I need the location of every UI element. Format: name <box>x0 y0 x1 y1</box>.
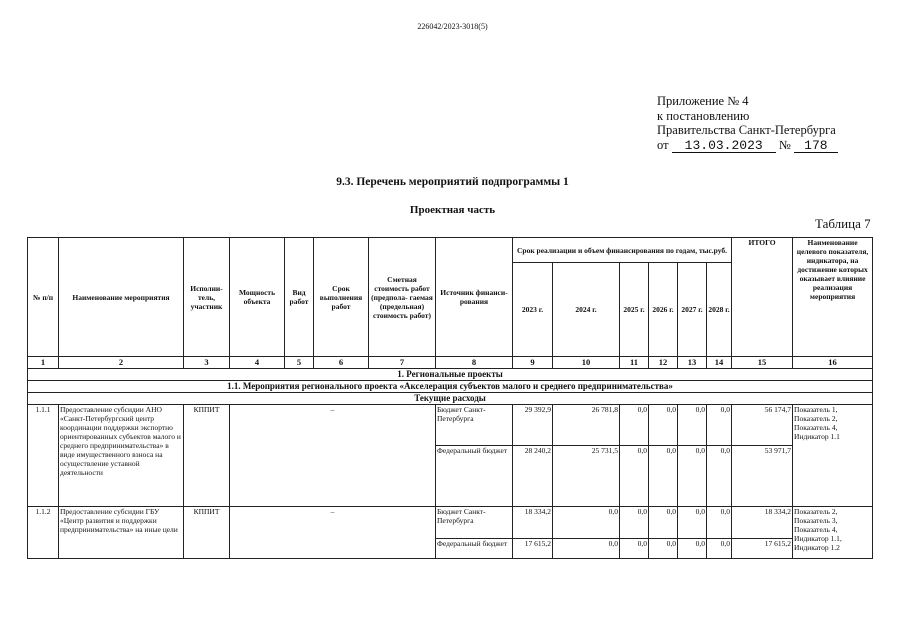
funding-value: 0,0 <box>649 446 678 507</box>
col-number: 1 <box>28 357 59 369</box>
funding-value: 0,0 <box>553 539 620 559</box>
band-subsection <box>28 381 873 393</box>
band-current-expenses-label: Текущие расходы <box>28 393 873 405</box>
section-title: 9.3. Перечень мероприятий подпрограммы 1 <box>336 176 569 188</box>
header-deadline: Срок выполнения работ <box>314 238 369 357</box>
col-number: 2 <box>59 357 184 369</box>
row-indicators: Показатель 2, Показатель 3, Показатель 4, Индикатор 1.1, Индикатор 1.2 <box>793 507 873 559</box>
header-year-2026: 2026 г. <box>649 263 678 357</box>
row-no-data-dash: – <box>230 405 436 507</box>
col-number: 3 <box>184 357 230 369</box>
band-current-expenses <box>28 393 873 405</box>
annex-date-line <box>657 138 838 153</box>
col-number: 5 <box>285 357 314 369</box>
funding-value: 18 334,2 <box>513 507 553 539</box>
funding-value: 0,0 <box>707 446 732 507</box>
funding-value: 0,0 <box>707 539 732 559</box>
col-number: 15 <box>732 357 793 369</box>
funding-value: 28 240,2 <box>513 446 553 507</box>
funding-value: 0,0 <box>707 507 732 539</box>
row-number: 1.1.2 <box>28 507 59 559</box>
funding-value: 17 615,2 <box>513 539 553 559</box>
row-indicators: Показатель 1, Показатель 2, Показатель 4, Индикатор 1.1 <box>793 405 873 507</box>
funding-value: 0,0 <box>649 405 678 446</box>
funding-value: 26 781,8 <box>553 405 620 446</box>
funding-source: Федеральный бюджет <box>436 539 513 559</box>
header-year-2024: 2024 г. <box>553 263 620 357</box>
funding-value: 0,0 <box>620 507 649 539</box>
number-label: № <box>778 137 791 152</box>
col-number: 13 <box>678 357 707 369</box>
funding-value: 25 731,5 <box>553 446 620 507</box>
table-row <box>28 507 873 539</box>
funding-source: Бюджет Санкт-Петербурга <box>436 405 513 446</box>
funding-value: 0,0 <box>678 539 707 559</box>
header-year-2028: 2028 г. <box>707 263 732 357</box>
row-activity-name: Предоставление субсидии ГБУ «Центр развития и поддержки предпринимательства» на иные цели <box>59 507 184 559</box>
band-regional-projects <box>28 369 873 381</box>
funding-source: Федеральный бюджет <box>436 446 513 507</box>
header-year-2023: 2023 г. <box>513 263 553 357</box>
document-code: 226042/2023-3018(5) <box>417 22 488 31</box>
resolution-date: 13.03.2023 <box>672 139 776 153</box>
header-total: ИТОГО <box>732 238 793 357</box>
funding-value: 0,0 <box>649 539 678 559</box>
row-executor: КППИТ <box>184 405 230 507</box>
funding-total: 18 334,2 <box>732 507 793 539</box>
header-executor: Исполни- тель, участник <box>184 238 230 357</box>
header-name: Наименование мероприятия <box>59 238 184 357</box>
header-period: Срок реализации и объем финансирования по годам, тыс.руб. <box>513 238 732 263</box>
band-subsection-label: 1.1. Мероприятия регионального проекта «Акселерация субъектов малого и среднего предпринимательства» <box>28 381 873 393</box>
funding-value: 0,0 <box>678 405 707 446</box>
col-number: 9 <box>513 357 553 369</box>
funding-total: 17 615,2 <box>732 539 793 559</box>
header-n: № п/п <box>28 238 59 357</box>
col-number: 12 <box>649 357 678 369</box>
annex-line-3: Правительства Санкт-Петербурга <box>657 123 836 137</box>
header-year-2027: 2027 г. <box>678 263 707 357</box>
funding-value: 0,0 <box>707 405 732 446</box>
funding-value: 0,0 <box>678 507 707 539</box>
col-number: 7 <box>369 357 436 369</box>
row-number: 1.1.1 <box>28 405 59 507</box>
header-work-type: Вид работ <box>285 238 314 357</box>
row-activity-name: Предоставление субсидии АНО «Санкт-Петербургский центр координации поддержки экспортно ориентированных субъектов малого и среднего предпринимательства» в виде имущественного взноса на осуществление уставной деятельности <box>59 405 184 507</box>
from-label: от <box>657 137 669 152</box>
funding-total: 56 174,7 <box>732 405 793 446</box>
header-source: Источник финанси- рования <box>436 238 513 357</box>
col-number: 6 <box>314 357 369 369</box>
funding-value: 0,0 <box>620 405 649 446</box>
funding-total: 53 971,7 <box>732 446 793 507</box>
annex-line-2: к постановлению <box>657 108 750 123</box>
part-title: Проектная часть <box>409 204 496 216</box>
col-number: 16 <box>793 357 873 369</box>
annex-line-1: Приложение № 4 <box>657 94 749 108</box>
header-capacity: Мощность объекта <box>230 238 285 357</box>
funding-value: 0,0 <box>620 539 649 559</box>
col-number: 4 <box>230 357 285 369</box>
row-executor: КППИТ <box>184 507 230 559</box>
column-number-row <box>28 357 873 369</box>
header-cost: Сметная стоимость работ (предпола- гаемая (предельная) стоимость работ) <box>369 238 436 357</box>
table-label: Таблица 7 <box>815 216 871 231</box>
col-number: 14 <box>707 357 732 369</box>
col-number: 11 <box>620 357 649 369</box>
col-number: 10 <box>553 357 620 369</box>
funding-value: 0,0 <box>678 446 707 507</box>
funding-value: 0,0 <box>620 446 649 507</box>
header-indicator: Наименование целевого показателя, индикатора, на достижение которых оказывает влияние реализация мероприятия <box>793 238 873 357</box>
header-year-2025: 2025 г. <box>620 263 649 357</box>
activities-table <box>27 237 873 559</box>
funding-value: 29 392,9 <box>513 405 553 446</box>
header-row-1 <box>28 238 873 263</box>
col-number: 8 <box>436 357 513 369</box>
funding-value: 0,0 <box>649 507 678 539</box>
resolution-number: 178 <box>794 139 838 153</box>
row-no-data-dash: – <box>230 507 436 559</box>
band-regional-projects-label: 1. Региональные проекты <box>28 369 873 381</box>
funding-value: 0,0 <box>553 507 620 539</box>
funding-source: Бюджет Санкт-Петербурга <box>436 507 513 539</box>
annex-block <box>657 94 838 153</box>
table-row <box>28 405 873 446</box>
